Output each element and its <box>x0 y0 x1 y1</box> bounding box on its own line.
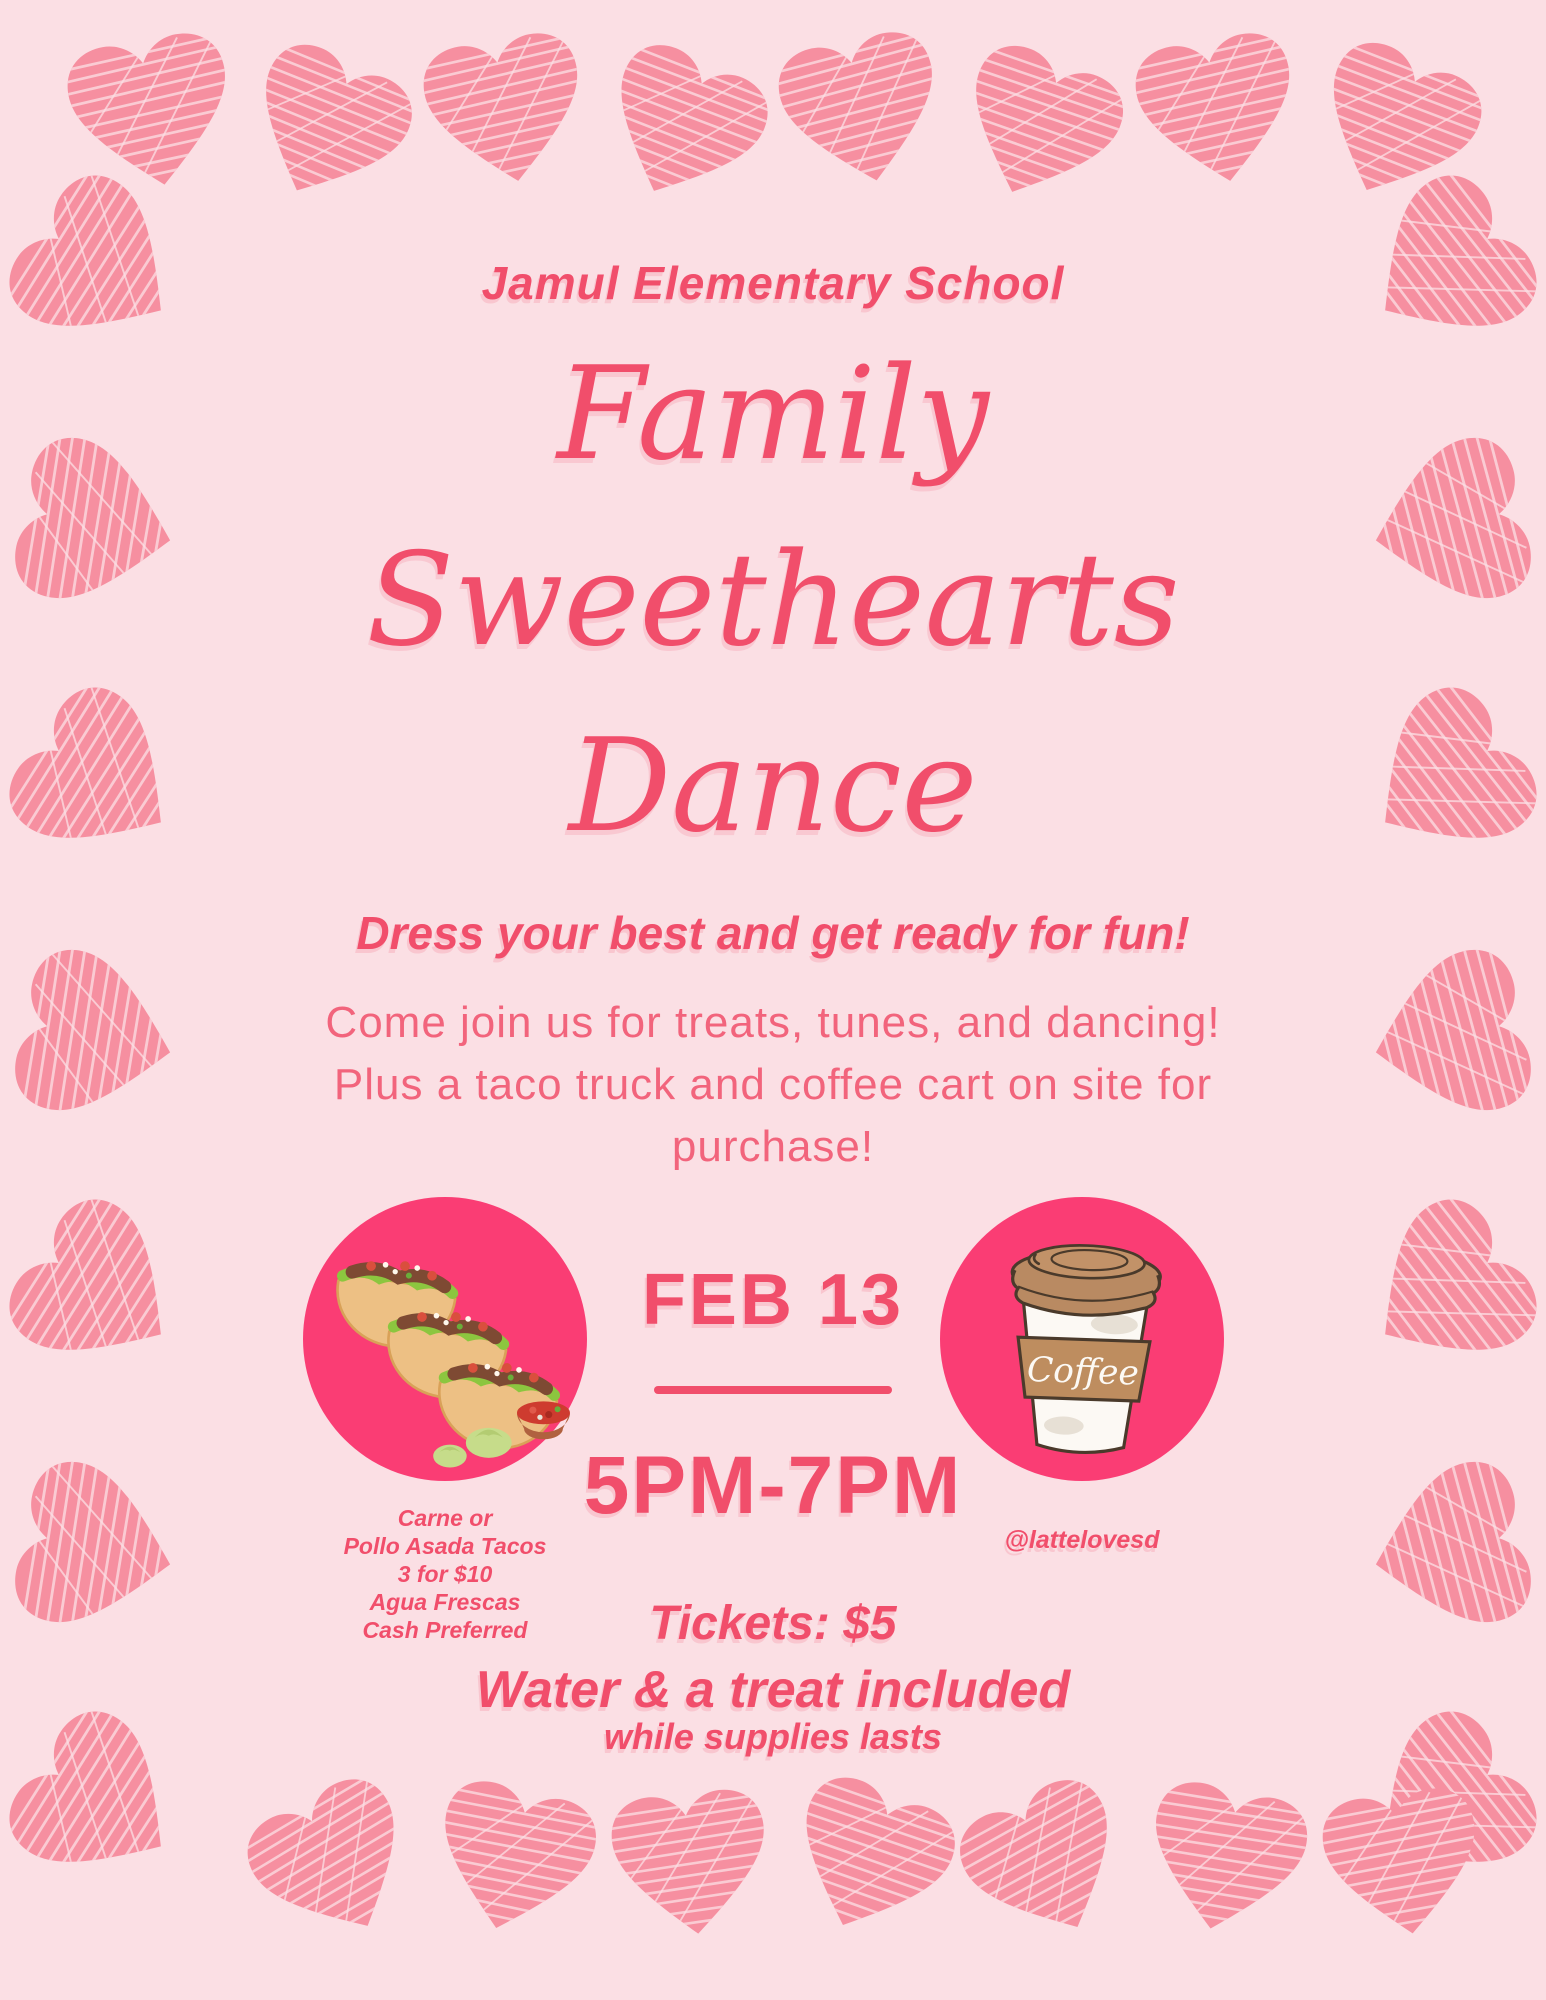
scribble-heart-icon <box>940 1761 1155 1968</box>
supplies-note: while supplies lasts <box>603 1716 943 1757</box>
taco-caption-line-4: Agua Frescas <box>369 1589 521 1615</box>
tagline: Dress your best and get ready for fun! <box>356 907 1190 959</box>
event-title-line-3: Dance <box>568 712 978 861</box>
scribble-heart-icon <box>220 26 431 229</box>
taco-caption-line-5: Cash Preferred <box>362 1617 528 1643</box>
taco-caption-line-3: 3 for $10 <box>397 1561 493 1587</box>
event-date: FEB 13 <box>641 1260 905 1340</box>
scribble-heart-icon <box>1128 1770 1321 1950</box>
event-time: 5PM-7PM <box>583 1440 963 1531</box>
body-line-3: purchase! <box>671 1122 875 1171</box>
coffee-cup-icon <box>978 1222 1190 1466</box>
scribble-heart-icon <box>410 23 602 201</box>
school-name: Jamul Elementary School <box>481 257 1065 309</box>
included-note: Water & a treat included <box>475 1661 1071 1719</box>
scribble-heart-icon <box>1122 23 1314 201</box>
taco-caption-line-2: Pollo Asada Tacos <box>343 1533 547 1559</box>
scribble-heart-icon <box>227 1760 444 1969</box>
taco-caption-line-1: Carne or <box>397 1505 493 1531</box>
scribble-heart-icon <box>577 27 787 229</box>
scribble-heart-icon <box>934 29 1141 228</box>
body-line-1: Come join us for treats, tunes, and dancing! <box>325 998 1221 1047</box>
event-title-line-2: Sweethearts <box>366 526 1180 675</box>
body-copy <box>0 992 1546 1178</box>
scribble-heart-icon <box>764 1760 974 1960</box>
ticket-price: Tickets: $5 <box>649 1597 897 1650</box>
scribble-heart-icon <box>601 1782 782 1948</box>
event-title <box>0 322 1546 880</box>
scribble-heart-icon <box>764 20 960 203</box>
coffee-cup-label: Coffee <box>1026 1349 1140 1394</box>
scribble-heart-icon <box>1310 1779 1495 1950</box>
coffee-vendor-handle: @lattelovesd <box>1004 1526 1160 1554</box>
body-line-2: Plus a taco truck and coffee cart on site for <box>333 1060 1213 1109</box>
scribble-heart-icon <box>414 1768 611 1953</box>
event-title-line-1: Family <box>557 340 989 489</box>
divider-line <box>654 1386 892 1394</box>
